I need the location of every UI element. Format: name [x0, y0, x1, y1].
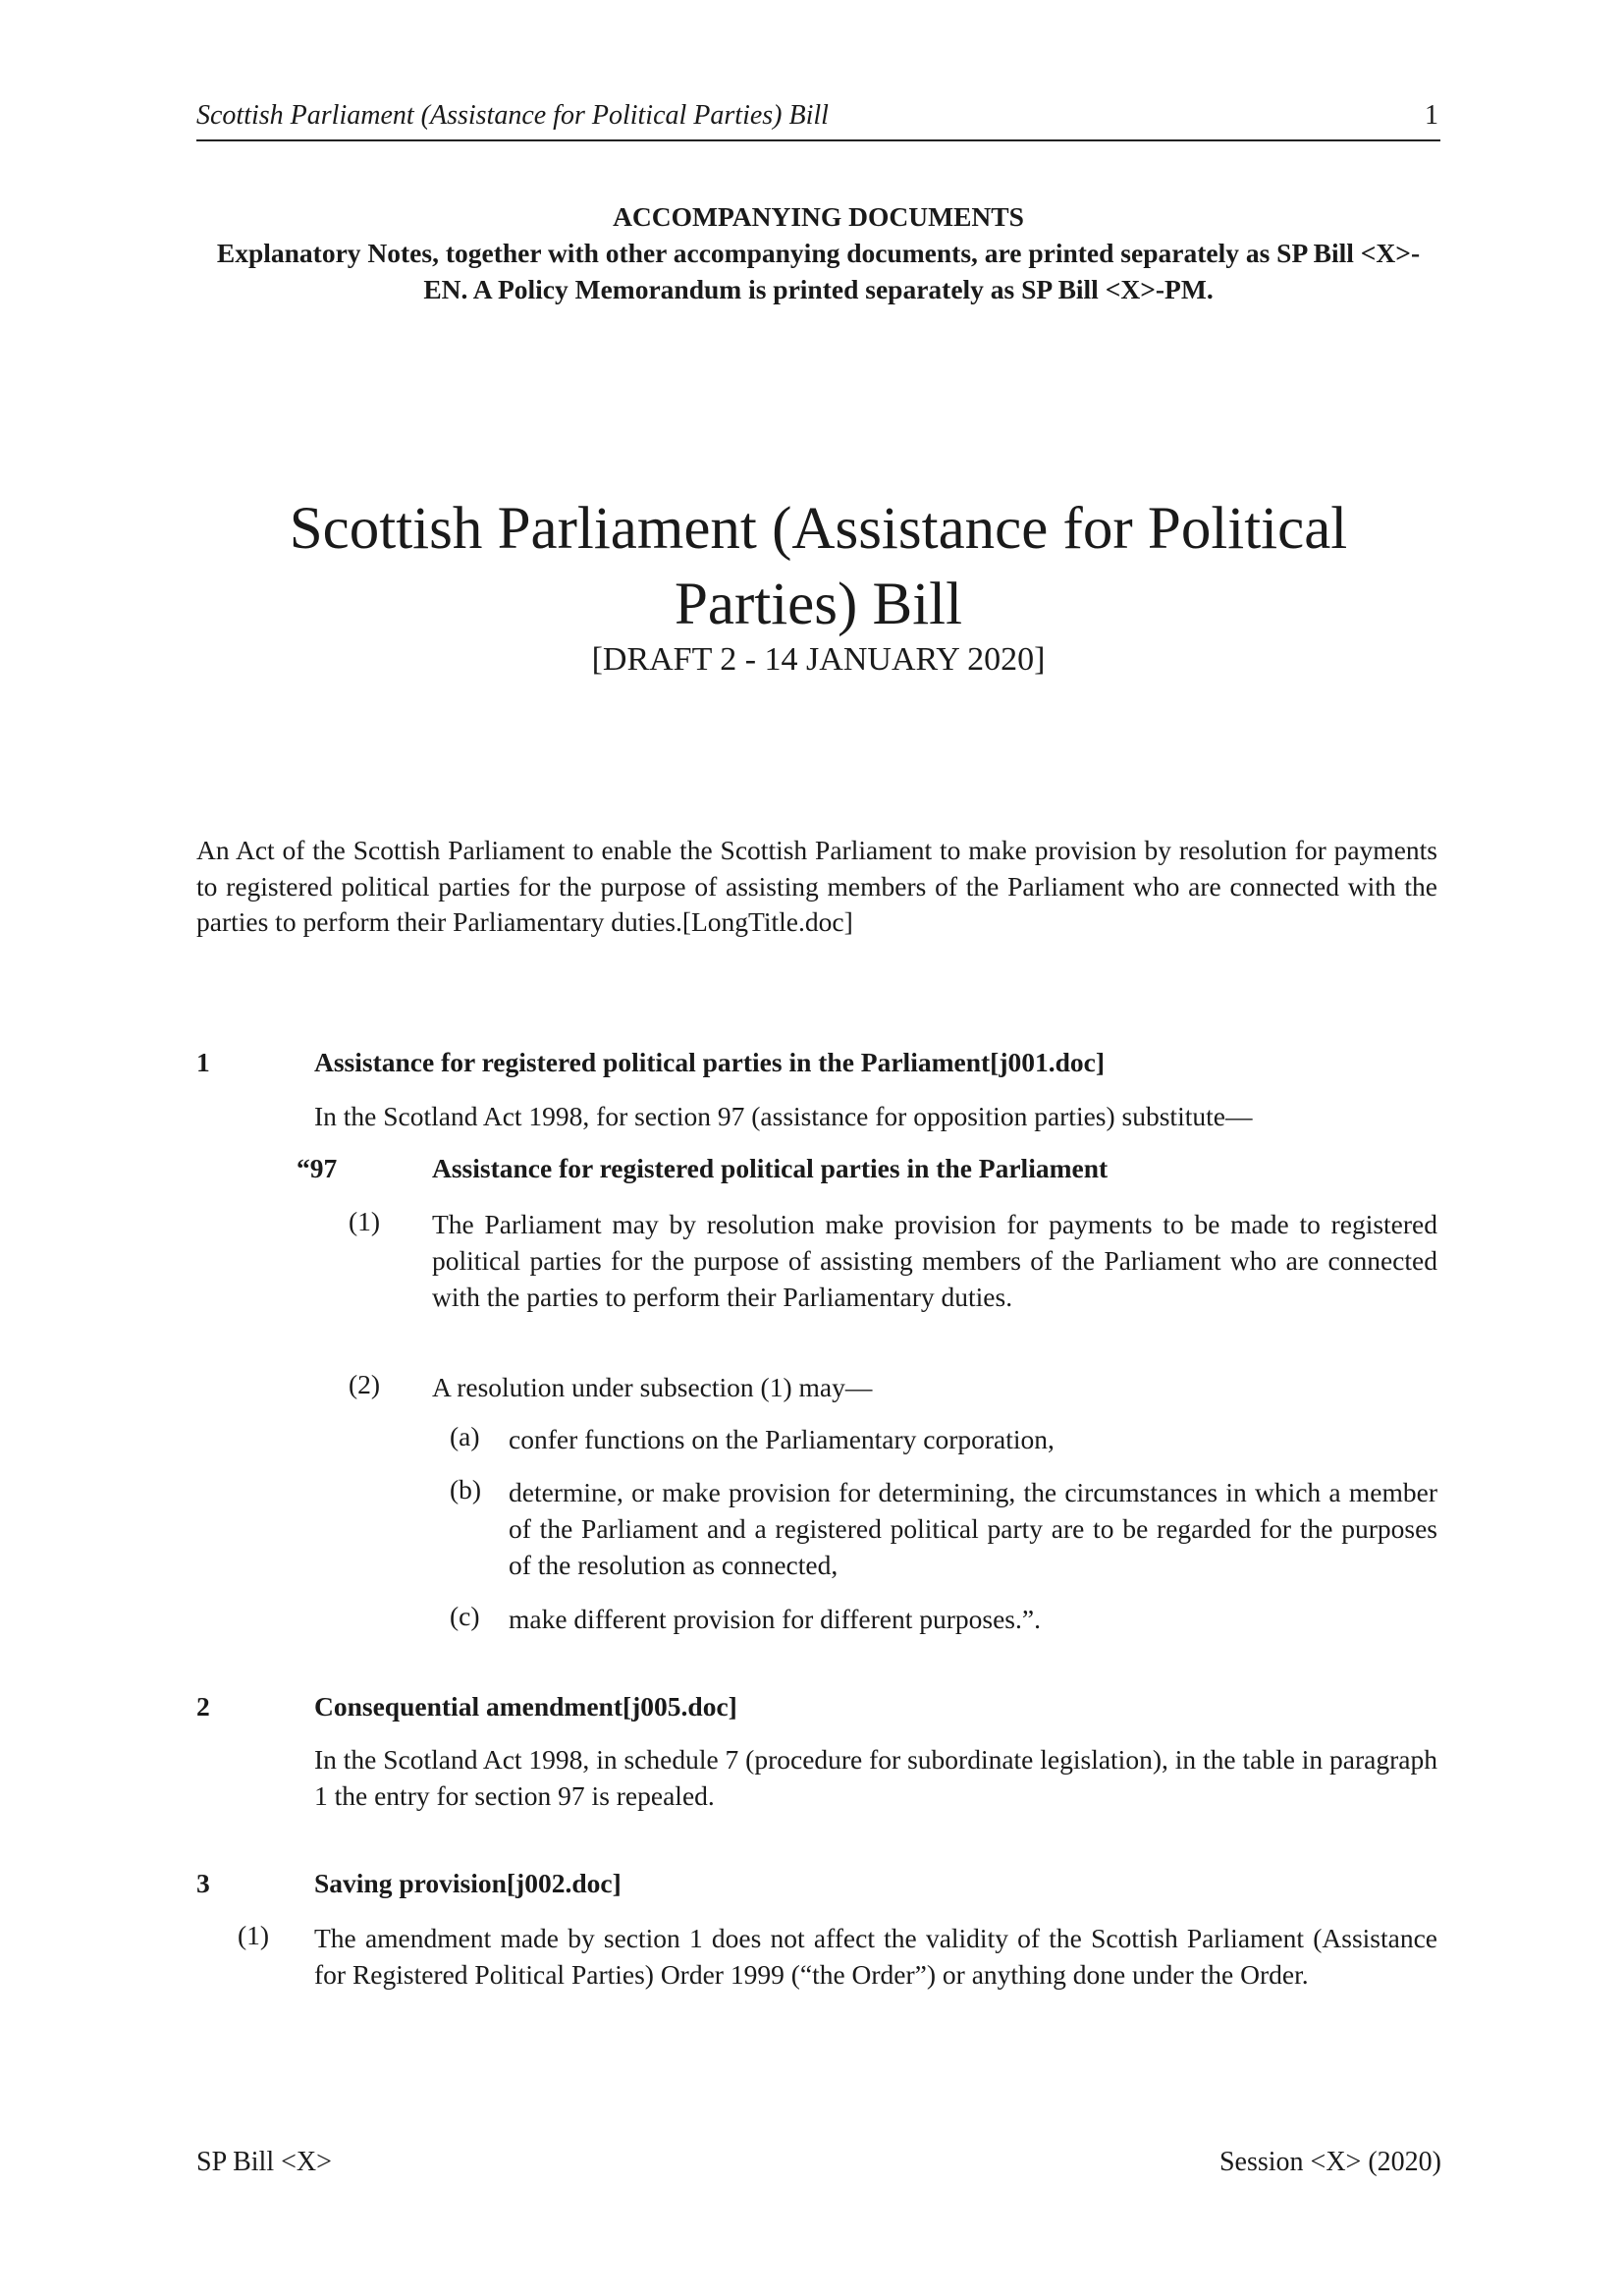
- subsection-text: The Parliament may by resolution make provision for payments to be made to registered political parties for the purpose of assisting members of the Parliament who are connected with the parties to perform their Parliamentary duties.: [432, 1209, 1437, 1312]
- running-header: [196, 96, 1440, 141]
- paragraph-label: (a): [450, 1421, 480, 1451]
- bill-title-line-1: Scottish Parliament (Assistance for Political: [289, 496, 1348, 562]
- accompanying-documents: [196, 198, 1440, 307]
- section-2-heading: Consequential amendment[j005.doc]: [314, 1691, 737, 1722]
- paragraph-text: make different provision for different purposes.”.: [509, 1604, 1041, 1634]
- inserted-section-heading: Assistance for registered political parties in the Parliament: [432, 1153, 1109, 1183]
- bill-title-line-2: Parties) Bill: [674, 572, 963, 637]
- draft-label: [DRAFT 2 - 14 JANUARY 2020]: [591, 641, 1046, 678]
- footer-session: Session <X> (2020): [1218, 2147, 1441, 2177]
- subsection-text: The amendment made by section 1 does not affect the validity of the Scottish Parliament (Assistance for Registered Political Parties) Order 1999 (“the Order”) or anything done under the Order.: [314, 1923, 1437, 1990]
- section-1-number: 1: [196, 1047, 210, 1077]
- section-3-heading: Saving provision[j002.doc]: [314, 1868, 622, 1898]
- page-number: 1: [1425, 100, 1438, 131]
- section-1-heading: Assistance for registered political parties in the Parliament[j001.doc]: [314, 1047, 1106, 1077]
- paragraph-label: (b): [450, 1474, 482, 1504]
- subsection-label: (2): [349, 1369, 381, 1399]
- footer-bill-number: SP Bill <X>: [196, 2147, 332, 2177]
- section-2-text: In the Scotland Act 1998, in schedule 7 (procedure for subordinate legislation), in the table in paragraph 1 the entry for section 97 is repealed.: [314, 1744, 1437, 1811]
- bill-title: [196, 491, 1440, 642]
- section-1-intro: In the Scotland Act 1998, for section 97 (assistance for opposition parties) substitute—: [314, 1101, 1253, 1131]
- section-2-number: 2: [196, 1691, 210, 1722]
- paragraph-text: confer functions on the Parliamentary corporation,: [509, 1424, 1055, 1454]
- subsection-label: (1): [238, 1920, 270, 1950]
- accompanying-heading: ACCOMPANYING DOCUMENTS: [613, 201, 1024, 232]
- inserted-section-number: “97: [297, 1153, 338, 1183]
- accompanying-text: Explanatory Notes, together with other accompanying documents, are printed separately as SP Bill <X>-EN. A Policy Memorandum is printed separately as SP Bill <X>-PM.: [216, 238, 1421, 304]
- subsection-text: A resolution under subsection (1) may—: [432, 1372, 873, 1402]
- paragraph-label: (c): [450, 1601, 480, 1631]
- long-title: An Act of the Scottish Parliament to enable the Scottish Parliament to make provision by resolution for payments to registered political parties for the purpose of assisting members of the Parliament who are connected with the parties to perform their Parliamentary duties.[LongTitle.doc]: [196, 835, 1437, 937]
- section-3-number: 3: [196, 1868, 210, 1898]
- subsection-label: (1): [349, 1206, 381, 1236]
- running-header-title: Scottish Parliament (Assistance for Political Parties) Bill: [196, 100, 829, 131]
- paragraph-text: determine, or make provision for determining, the circumstances in which a member of the Parliament and a registered political party are to be regarded for the purposes of the resolution as connected,: [509, 1477, 1437, 1580]
